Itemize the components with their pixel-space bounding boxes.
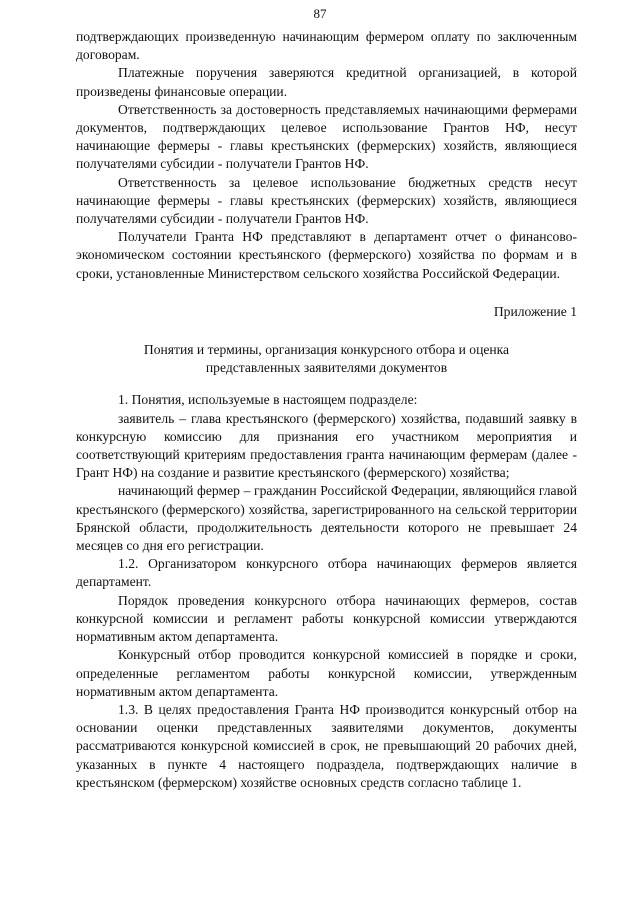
paragraph-continuation: подтверждающих произведенную начинающим фермером оплату по заключенным договорам. (76, 29, 577, 63)
section-title-line2: представленных заявителями документов (205, 360, 448, 376)
paragraph-report: Получатели Гранта НФ представляют в департамент отчет о финансово-экономическом состоянии крестьянского (фермерского) хозяйства по формам и в сроки, установленные Министерством сельского хозяйства Российской Федерации. (76, 229, 577, 281)
paragraph-selection: Конкурсный отбор проводится конкурсной комиссией в порядке и сроки, определенные регламентом работы конкурсной комиссии, утвержденным нормативным актом департамента. (76, 647, 577, 699)
appendix-label: Приложение 1 (493, 303, 577, 319)
document-body (76, 28, 577, 792)
paragraph-procedure: Порядок проведения конкурсного отбора начинающих фермеров, состав конкурсной комиссии и регламент работы конкурсной комиссии утверждаются нормативным актом департамента. (76, 592, 577, 645)
page-number: 87 (313, 6, 327, 21)
paragraph-payment-orders: Платежные поручения заверяются кредитной организацией, в которой произведены финансовые операции. (76, 65, 577, 99)
paragraph-definition-novice-farmer: начинающий фермер – гражданин Российской Федерации, являющийся главой крестьянского (фермерского) хозяйства, зарегистрированного на сельской территории Брянской области, продолжительность деятельности которого не превышает 24 месяцев со дня его регистрации. (76, 483, 577, 554)
paragraph-organizer: 1.2. Организатором конкурсного отбора начинающих фермеров является департамент. (76, 556, 577, 590)
section-title-line1: Понятия и термины, организация конкурсного отбора и оценка (143, 342, 510, 358)
paragraph-responsibility-funds: Ответственность за целевое использование бюджетных средств несут начинающие фермеры - главы крестьянских (фермерских) хозяйств, являющиеся получателями субсидии - получатели Грантов НФ. (76, 174, 577, 227)
paragraph-grant-selection: 1.3. В целях предоставления Гранта НФ производится конкурсный отбор на основании оценки представленных заявителями документов, документы рассматриваются конкурсной комиссией в срок, не превышающий 20 рабочих дней, указанных в пункте 4 настоящего подраздела, подтверждающих наличие в крестьянском (фермерском) хозяйстве основных средств согласно таблице 1. (76, 701, 577, 790)
paragraph-definitions-intro: 1. Понятия, используемые в настоящем подразделе: (118, 392, 418, 408)
section-title (76, 341, 577, 377)
paragraph-definition-applicant: заявитель – глава крестьянского (фермерского) хозяйства, подавший заявку в конкурсную комиссию для признания его участником мероприятия и соответствующий критериям предоставления гранта начинающим фермерам (далее - Грант НФ) на создание и развитие крестьянского (фермерского) хозяйства; (76, 410, 577, 481)
paragraph-responsibility-documents: Ответственность за достоверность представляемых начинающими фермерами документов, подтверждающих целевое использование Грантов НФ, несут начинающие фермеры - главы крестьянских (фермерских) хозяйств, являющиеся получателями субсидии - получатели Грантов НФ. (76, 101, 577, 172)
